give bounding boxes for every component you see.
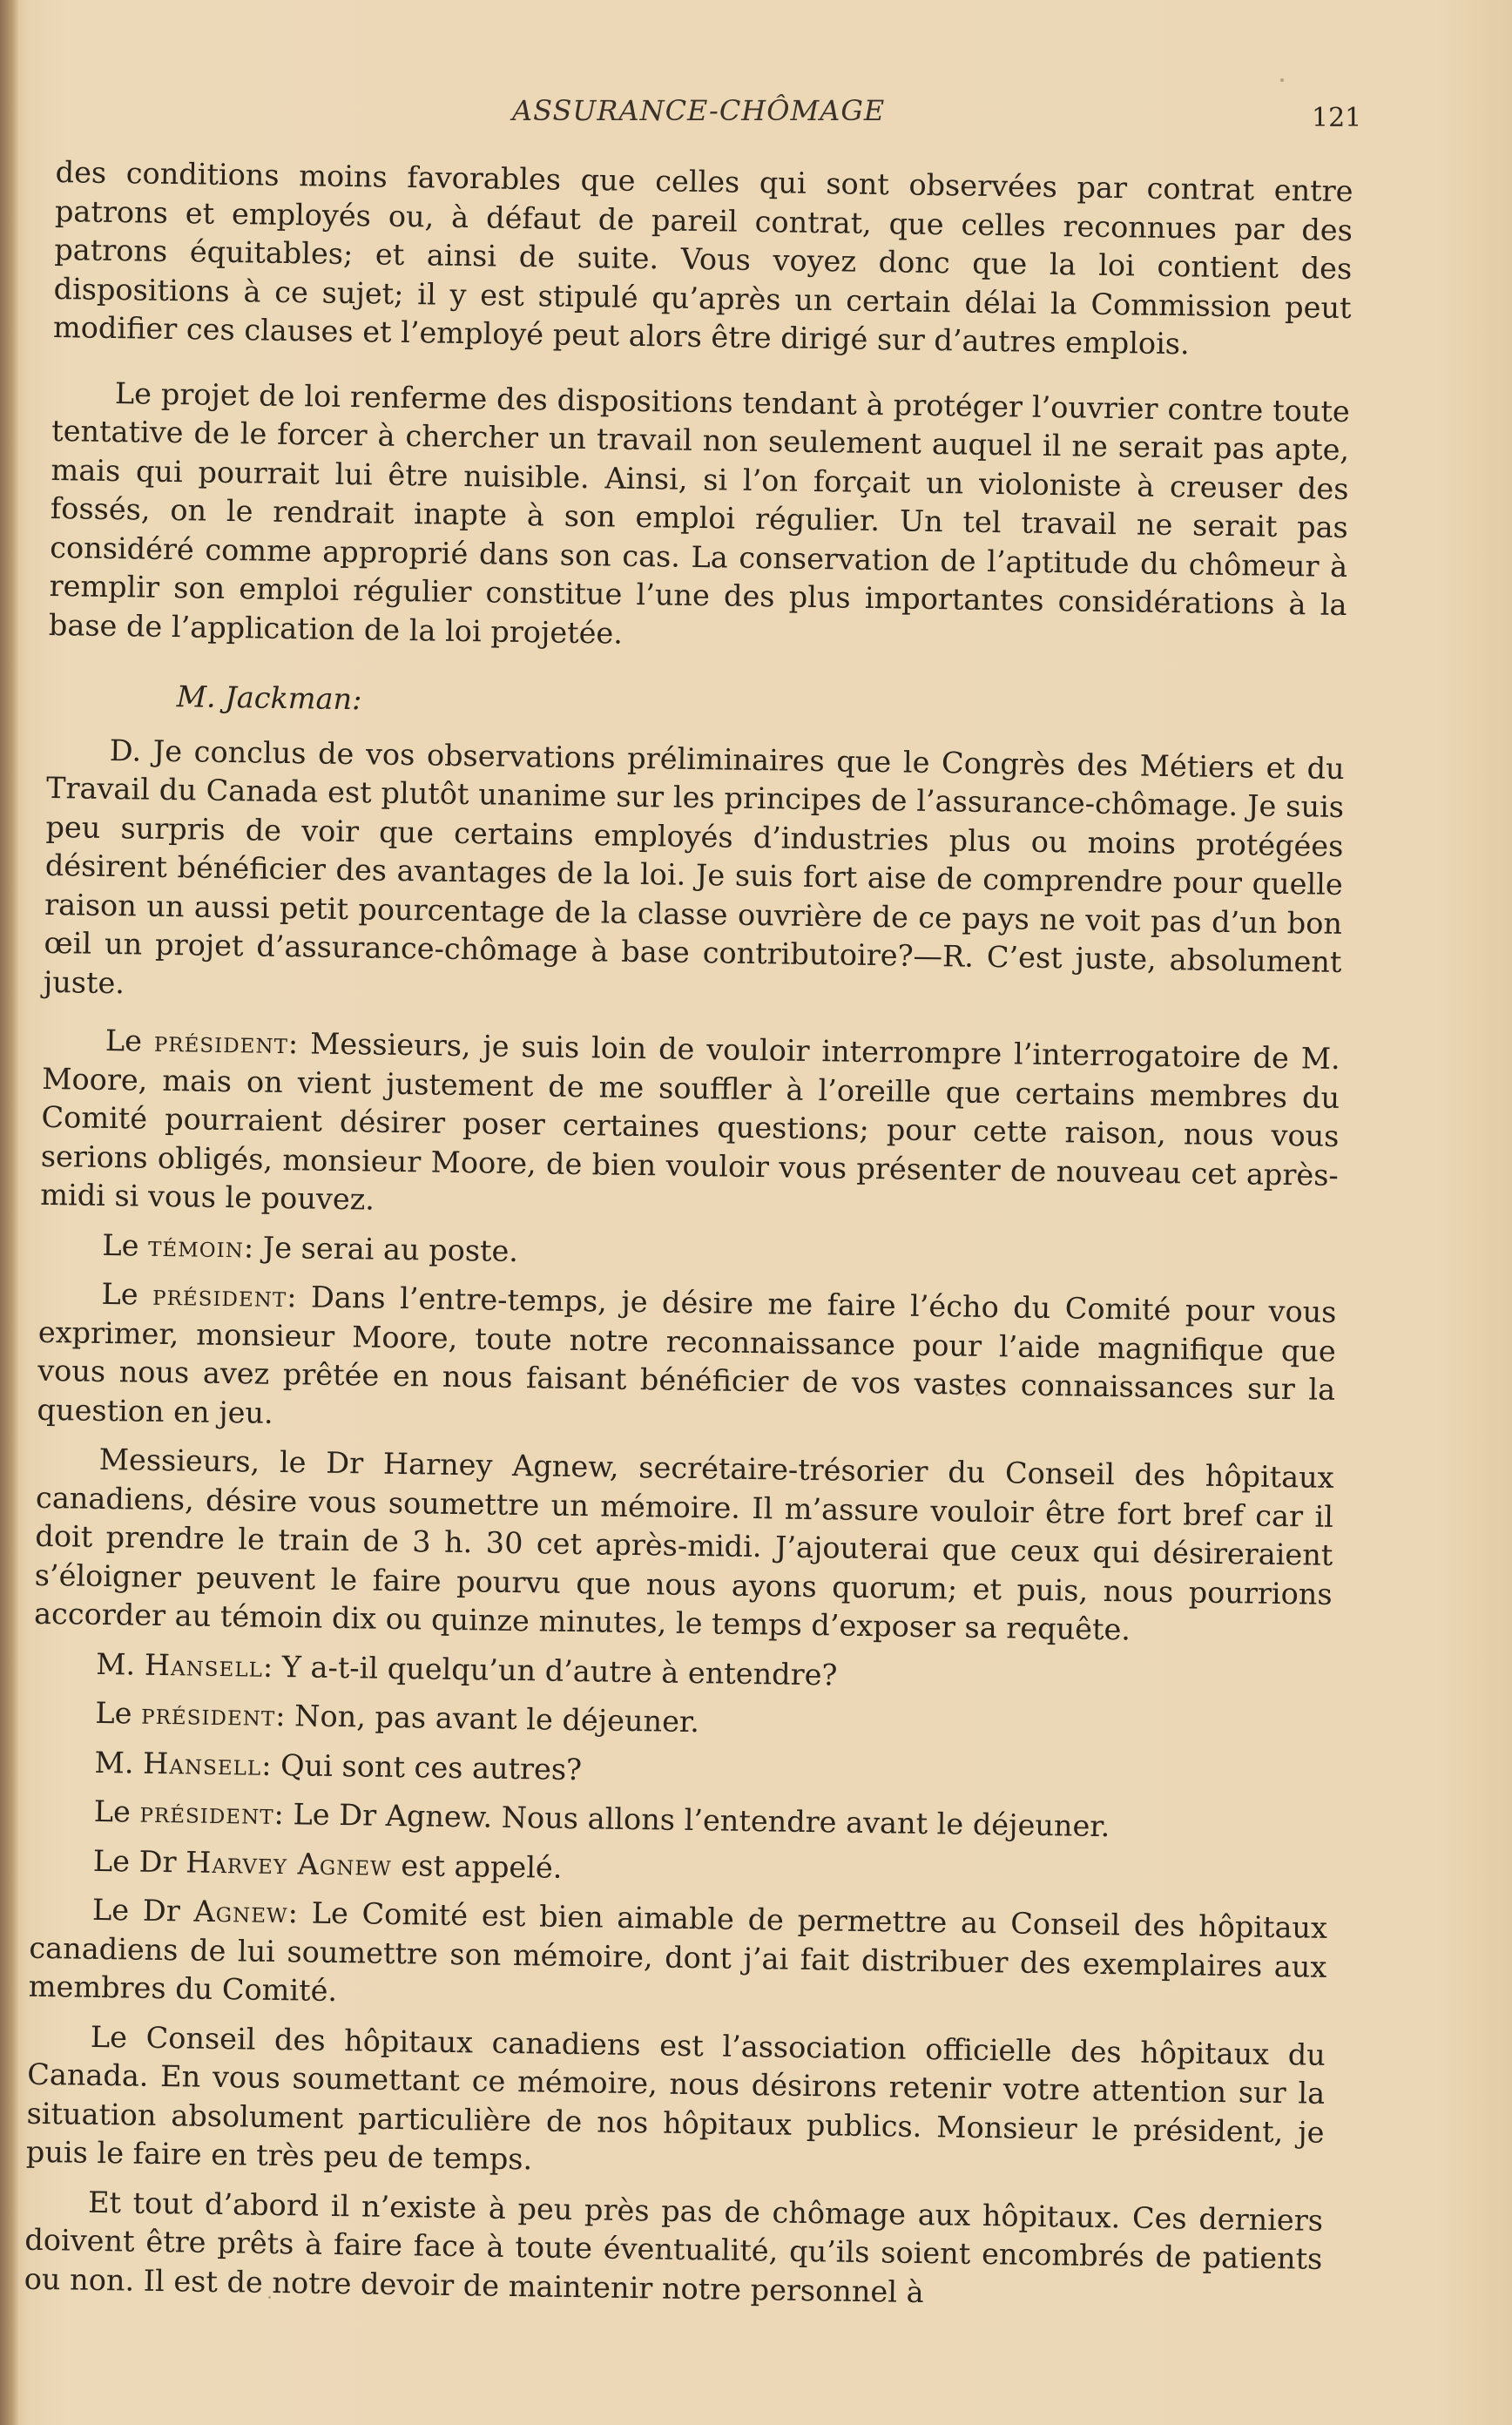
speaker-name: président [153,1023,289,1061]
exchange-paragraph [34,1440,1334,1653]
exchange-paragraph [28,1890,1327,2026]
question-paragraph: D. Je conclus de vos observations préliminaires que le Congrès des Métiers et du Travail du Canada est plutôt unanime sur les principes de l’assurance-chômage. Je suis peu surpris de voir que certains employés d’industries plus ou moins protégées désirent bénéficier des avantages de la loi. Je suis fort aise de comprendre pour quelle raison un aussi petit pourcentage de la classe ouvrière de ce pays ne voit pas d’un bon œil un projet d’assurance-chômage à base contributoire?—R. C’est juste, absolument juste. [43,733,1345,1000]
speaker-name: Agnew [193,1894,288,1930]
speaker-heading: M. Jackman: [176,679,362,717]
exchange-paragraph [26,2016,1326,2191]
speaker-name: Hansell [144,1647,264,1684]
speaker-lead: Le [93,1793,132,1829]
speaker-name: Harvey Agnew [185,1844,393,1882]
paper-speck [1148,1913,1151,1915]
speaker-lead: Le [105,1023,143,1058]
running-header [0,94,1512,133]
speech-text: : Le Dr Agnew. Nous allons l’entendre avant le déjeuner. [273,1796,1110,1844]
exchange-paragraph [30,1841,1328,1899]
speaker-lead: Le Dr [92,1843,177,1879]
speaker-lead: Le [102,1227,139,1263]
paragraph: Le projet de loi renferme des dispositions tendant à protéger l’ouvrier contre toute tentative de le forcer à chercher un travail non seulement auquel il ne serait pas apte, mais qui pourrait lui être nuisible. Ainsi, si l’on forçait un violoniste à creuser des fossés, on le rendrait inapte à son emploi régulier. Un tel travail ne serait pas considéré comme approprié dans son cas. La conservation de l’aptitude du chômeur à remplir son emploi régulier constitue l’une des plus importantes considérations à la base de l’application de la loi projetée. [48,375,1351,651]
exchange-paragraph [32,1693,1330,1752]
speech-text: Messieurs, le Dr Harney Agnew, secrétaire-trésorier du Conseil des hôpitaux canadiens, désire vous soumettre un mémoire. Il m’assure vouloir être fort bref car il doit prendre le train de 3 h. 30 cet après-midi. J’ajouterai que ceux qui désireraient s’éloigner peuvent le faire pourvu que nous ayons quorum; et puis, nous pourrions accorder au témoin dix ou quinze minutes, le temps d’exposer sa requête. [33,1442,1334,1647]
exchange-paragraph [30,1792,1328,1850]
exchange-paragraph [24,2182,1323,2318]
speaker-lead: Le Dr [91,1892,181,1929]
speech-text: Et tout d’abord il n’existe à peu près pas de chômage aux hôpitaux. Ces derniers doivent être prêts à faire face à toute éventualité, qu’ils soient encombrés de patients ou non. Il est de notre devoir de maintenir notre personnel à [24,2185,1324,2309]
exchange-paragraph [33,1644,1331,1702]
exchange-paragraph [40,1021,1340,1234]
speaker-lead: Le [101,1276,138,1312]
speech-text: : Je serai au poste. [243,1229,519,1268]
exchange-paragraph [39,1225,1337,1283]
paragraph-continuation: des conditions moins favorables que celles qui sont observées par contrat entre patrons et employés ou, à défaut de pareil contrat, que celles reconnues par des patrons équitables; et ainsi de suite. Vous voyez donc que la loi contient des dispositions à ce sujet; il y est stipulé qu’après un certain délai la Commission peut modifier ces clauses et l’employé peut alors être dirigé sur d’autres emplois. [52,154,1353,361]
speaker-lead: Le [95,1695,132,1731]
speech-text: est appelé. [391,1847,563,1885]
paper-speck [1280,78,1284,82]
speaker-name: président [140,1696,276,1733]
speaker-lead: M. [94,1745,134,1780]
speech-text: : Qui sont ces autres? [260,1747,583,1787]
speaker-name: Hansell [142,1746,262,1782]
speaker-name: président [152,1277,287,1314]
exchange-paragraph [37,1274,1336,1449]
page-binding-shadow [0,0,19,2425]
paper-speck [975,1394,978,1396]
speaker-lead: M. [95,1646,136,1682]
running-title: ASSURANCE-CHÔMAGE [512,94,886,127]
speech-text: Le Conseil des hôpitaux canadiens est l’association officielle des hôpitaux du Canada. En vous soumettant ce mémoire, nous désirons retenir votre attention sur la situation absolument particulière de nos hôpitaux publics. Monsieur le président, je puis le faire en très peu de temps. [25,2019,1326,2177]
speech-text: : Le Comité est bien aimable de permettre au Conseil des hôpitaux canadiens de lui soumettre son mémoire, dont j’ai fait distribuer des exemplaires aux membres du Comité. [28,1895,1328,2009]
speaker-name: président [139,1794,274,1831]
page-number: 121 [1312,103,1362,133]
speech-text: : Messieurs, je suis loin de vouloir interrompre l’interrogatoire de M. Moore, mais on vient justement de me souffler à l’oreille que certains membres du Comité pourraient désirer poser certaines questions; pour cette raison, nous vous serions obligés, monsieur Moore, de bien vouloir vous présenter de nouveau cet après-midi si vous le pouvez. [39,1026,1341,1217]
exchange-paragraph [31,1742,1329,1800]
body-text [24,153,1353,2318]
speech-text: : Y a-t-il quelqu’un d’autre à entendre? [262,1649,838,1692]
paper-speck [268,2296,271,2299]
speaker-name: témoin [147,1228,245,1264]
speech-text: : Non, pas avant le déjeuner. [274,1698,700,1739]
speech-text: : Dans l’entre-temps, je désire me faire l’écho du Comité pour vous exprimer, monsieur Moore, toute notre reconnaissance pour l’aide magnifique que vous nous avez prêtée en nous faisant bénéficier de vos vastes connaissances sur la question en jeu. [37,1280,1337,1430]
